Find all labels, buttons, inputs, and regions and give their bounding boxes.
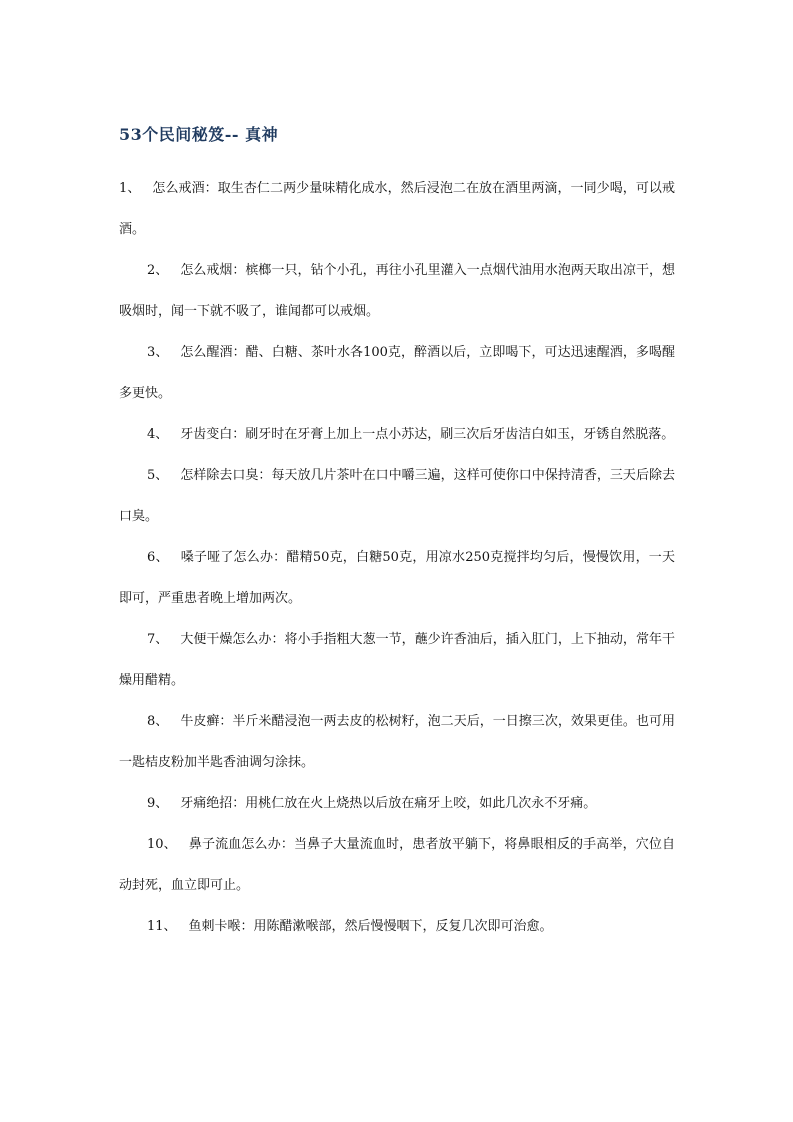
item-number: 9、 xyxy=(147,796,169,811)
document-title: 53个民间秘笈-- 真神 xyxy=(119,125,279,144)
item-number: 8、 xyxy=(147,714,169,729)
item-text: 牙齿变白：刷牙时在牙膏上加上一点小苏达，刷三次后牙齿洁白如玉，牙锈自然脱落。 xyxy=(180,427,675,442)
item-text: 鼻子流血怎么办：当鼻子大量流血时，患者放平躺下，将鼻眼相反的手高举，穴位自动封死，血立即可止。 xyxy=(119,837,675,893)
item-number: 1、 xyxy=(119,181,141,196)
item-number: 7、 xyxy=(147,632,169,647)
item-text: 大便干燥怎么办：将小手指粗大葱一节，蘸少许香油后，插入肛门，上下抽动，常年干燥用醋精。 xyxy=(119,632,675,688)
list-item xyxy=(119,332,675,414)
item-text: 嗓子哑了怎么办：醋精50克，白糖50克，用凉水250克搅拌均匀后，慢慢饮用，一天即可，严重患者晚上增加两次。 xyxy=(119,550,675,606)
item-number: 11、 xyxy=(147,919,177,934)
item-text: 怎样除去口臭：每天放几片茶叶在口中嚼三遍，这样可使你口中保持清香，三天后除去口臭。 xyxy=(119,468,675,524)
item-text: 牙痛绝招：用桃仁放在火上烧热以后放在痛牙上咬，如此几次永不牙痛。 xyxy=(180,796,597,811)
item-text: 怎么戒酒：取生杏仁二两少量味精化成水，然后浸泡二在放在酒里两滴，一同少喝，可以戒酒。 xyxy=(119,181,675,237)
item-text: 怎么戒烟：槟榔一只，钻个小孔，再往小孔里灌入一点烟代油用水泡两天取出凉干，想吸烟时，闻一下就不吸了，谁闻都可以戒烟。 xyxy=(119,263,675,319)
list-item xyxy=(119,455,675,537)
list-item xyxy=(119,783,675,824)
document-body xyxy=(119,168,675,947)
item-number: 6、 xyxy=(147,550,169,565)
list-item xyxy=(119,537,675,619)
item-number: 2、 xyxy=(147,263,169,278)
item-text: 鱼刺卡喉：用陈醋漱喉部，然后慢慢咽下，反复几次即可治愈。 xyxy=(188,919,553,934)
list-item xyxy=(119,619,675,701)
list-item xyxy=(119,906,675,947)
list-item xyxy=(119,701,675,783)
item-text: 怎么醒酒：醋、白糖、茶叶水各100克，醉酒以后，立即喝下，可达迅速醒酒，多喝醒多更快。 xyxy=(119,345,675,401)
list-item xyxy=(119,414,675,455)
list-item xyxy=(119,824,675,906)
item-text: 牛皮癣：半斤米醋浸泡一两去皮的松树籽，泡二天后，一日擦三次，效果更佳。也可用一匙桔皮粉加半匙香油调匀涂抹。 xyxy=(119,714,675,770)
list-item xyxy=(119,250,675,332)
list-item xyxy=(119,168,675,250)
item-number: 3、 xyxy=(147,345,169,360)
item-number: 10、 xyxy=(147,837,177,852)
item-number: 4、 xyxy=(147,427,169,442)
item-number: 5、 xyxy=(147,468,169,483)
